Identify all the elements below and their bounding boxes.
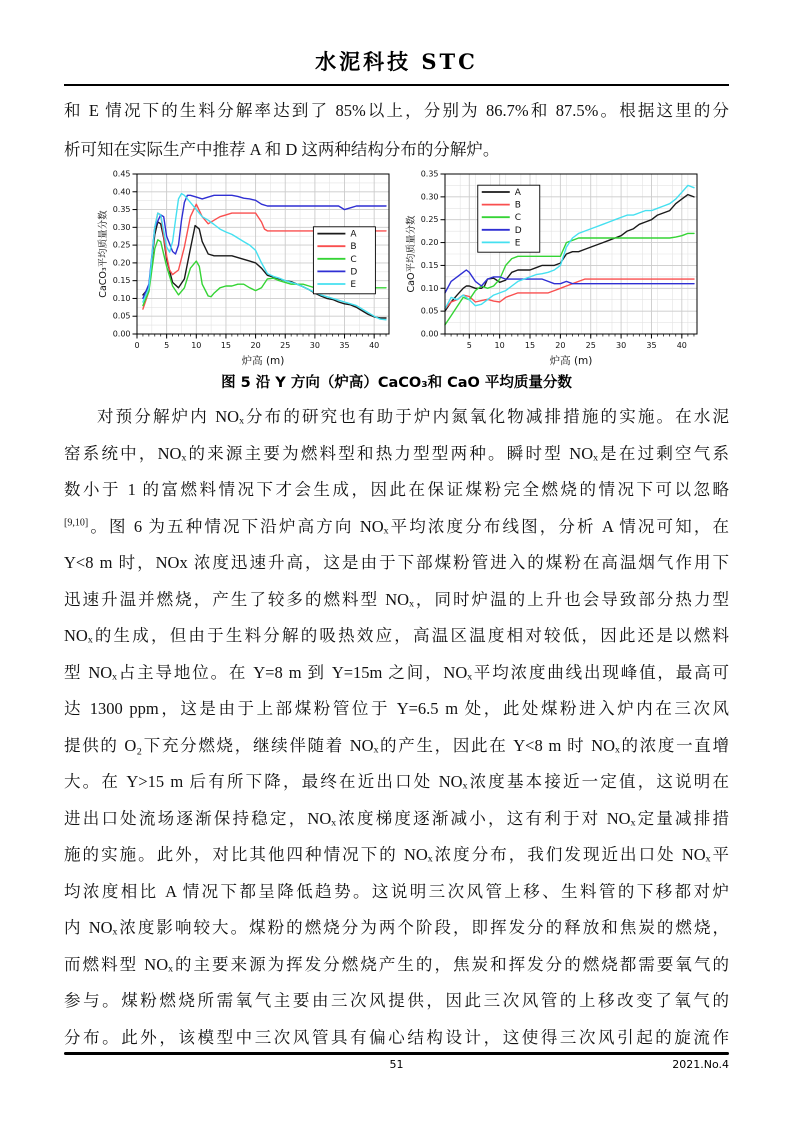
svg-text:5: 5 [466,341,472,350]
svg-text:25: 25 [280,341,291,350]
svg-text:40: 40 [369,341,380,350]
text-line [64,947,729,984]
x-axis-label: 炉高 (m) [241,355,285,367]
legend-entry: D [350,267,358,278]
svg-text:15: 15 [524,341,536,350]
text-line [64,655,729,692]
legend-entry: D [514,225,522,236]
text-segment: 达 1300 ppm，这是由于上部煤粉管位于 Y=6.5 m 处，此处煤粉进入炉内在三次风 [64,699,729,718]
text-line [64,728,729,765]
svg-text:0.00: 0.00 [420,329,439,339]
text-segment: 均浓度相比 A 情况下都呈降低趋势。这说明三次风管上移、生料管的下移都对炉 [64,881,729,901]
svg-text:0.25: 0.25 [112,240,131,250]
svg-text:0.15: 0.15 [112,276,131,286]
legend-entry: B [514,200,521,211]
text-segment: 。图 6 为五种情况下沿炉高方向 NOₓ平均浓度分布线图，分析 A 情况可知，在 [88,516,729,536]
figure-caption: 图 5 沿 Y 方向（炉高）CaCO₃和 CaO 平均质量分数 [221,375,572,391]
caco3-chart [95,166,395,372]
svg-text:0.35: 0.35 [112,205,131,215]
text-segment: 而燃料型 NOₓ的主要来源为挥发分燃烧产生的，焦炭和挥发分的燃烧都需要氧气的 [64,954,729,974]
y-axis-label: CaCO₃平均质量分数 [98,210,109,298]
text-line [64,983,729,1020]
svg-text:40: 40 [676,341,687,350]
y-axis-label: CaO平均质量分数 [406,215,417,293]
svg-text:0.05: 0.05 [420,306,439,316]
text-line [64,472,729,509]
text-segment: 施的实施。此外，对比其他四种情况下的 NOₓ浓度分布，我们发现近出口处 NOₓ平 [64,845,729,864]
header-rule [64,84,729,86]
text-segment: 析可知在实际生产中推荐 A 和 D 这两种结构分布的分解炉。 [64,139,500,159]
svg-text:25: 25 [585,341,596,350]
text-line [64,545,729,582]
text-line [64,1020,729,1057]
svg-text:0.20: 0.20 [112,258,131,268]
svg-text:35: 35 [646,341,657,350]
legend-entry: C [350,254,357,265]
svg-text:5: 5 [164,341,170,350]
legend-entry: E [514,238,521,249]
svg-text:0.30: 0.30 [112,222,131,232]
svg-text:0: 0 [134,341,140,350]
text-segment: 和 E 情况下的生料分解率达到了 85%以上，分别为 86.7%和 87.5%。根据这里的分 [64,101,729,120]
svg-text:15: 15 [220,341,232,350]
svg-text:0.40: 0.40 [112,187,131,197]
text-segment: NOₓ的生成，但由于生料分解的吸热效应，高温区温度相对较低，因此还是以燃料 [64,626,729,645]
svg-text:0.30: 0.30 [420,192,439,202]
text-segment: 参与。煤粉燃烧所需氧气主要由三次风提供，因此三次风管的上移改变了氧气的 [64,991,729,1010]
caco3-chart-svg [95,166,395,372]
text-line [64,764,729,801]
text-segment: Y<8 m 时，NOx 浓度迅速升高，这是由于下部煤粉管进入的煤粉在高温烟气作用下 [64,553,729,572]
text-line [64,801,729,838]
series-D-line [445,270,694,293]
legend-entry: A [514,188,521,198]
legend-entry: B [350,242,357,253]
figure-5-charts [95,166,705,372]
text-segment: 对预分解炉内 NOₓ分布的研究也有助于炉内氮氧化物减排措施的实施。在水泥 [97,407,729,426]
cao-chart-svg [403,166,703,372]
x-axis-label: 炉高 (m) [549,355,593,367]
text-segment: 进出口处流场逐渐保持稳定，NOₓ浓度梯度逐渐减小，这有利于对 NOₓ定量减排措 [64,808,729,828]
svg-text:0.00: 0.00 [112,329,131,339]
svg-text:35: 35 [339,341,350,350]
text-segment: 窑系统中，NOₓ的来源主要为燃料型和热力型型两种。瞬时型 NOₓ是在过剩空气系 [64,443,730,463]
svg-text:0.35: 0.35 [420,169,439,179]
legend-entry: A [350,229,357,240]
text-segment: 迅速升温并燃烧，产生了较多的燃料型 NOₓ，同时炉温的上升也会导致部分热力型 [64,589,729,609]
text-segment: 型 NOₓ占主导地位。在 Y=8 m 到 Y=15m 之间，NOₓ平均浓度曲线出现峰值，最高可 [64,662,729,682]
cao-chart [403,166,703,372]
citation-superscript: [9,10] [64,517,89,528]
svg-text:0.25: 0.25 [420,215,439,225]
svg-text:0.05: 0.05 [112,311,131,321]
svg-text:10: 10 [191,341,202,350]
page-number: 51 [389,1058,404,1071]
text-line [64,691,729,728]
svg-text:30: 30 [616,341,627,350]
text-line [64,874,729,911]
issue-number: 2021.No.4 [672,1058,729,1071]
text-line [64,618,729,655]
text-segment: 大。在 Y>15 m 后有所下降，最终在近出口处 NOₓ浓度基本接近一定值，这说明在 [64,772,729,791]
svg-text:20: 20 [250,341,261,350]
svg-text:0.10: 0.10 [112,293,131,303]
text-line [64,910,729,947]
body-paragraph [64,399,729,1056]
text-line [64,582,729,619]
intro-paragraph [64,92,729,169]
text-line [64,92,729,131]
text-line [64,131,729,170]
legend-entry: C [514,213,522,224]
svg-text:10: 10 [494,341,505,350]
legend-entry: E [350,280,357,290]
svg-text:20: 20 [555,341,566,350]
svg-text:0.15: 0.15 [420,260,439,270]
text-segment: 分布。此外，该模型中三次风管具有偏心结构设计，这使得三次风引起的旋流作 [64,1027,729,1047]
svg-text:30: 30 [309,341,320,350]
svg-text:0.10: 0.10 [420,283,439,293]
text-line [64,436,729,473]
text-line [64,399,729,436]
svg-text:0.20: 0.20 [420,238,439,248]
journal-title: 水泥科技 STC [315,49,478,74]
text-line [64,509,729,546]
footer-rule [64,1052,729,1055]
text-line [64,837,729,874]
text-segment: 数小于 1 的富燃料情况下才会生成，因此在保证煤粉完全燃烧的情况下可以忽略 [64,480,729,499]
text-segment: 内 NOₓ浓度影响较大。煤粉的燃烧分为两个阶段，即挥发分的释放和焦炭的燃烧， [64,918,729,937]
text-segment: 提供的 O₂下充分燃烧，继续伴随着 NOₓ的产生，因此在 Y<8 m 时 NOₓ的浓度一直增 [64,735,729,755]
svg-text:0.45: 0.45 [112,169,131,179]
